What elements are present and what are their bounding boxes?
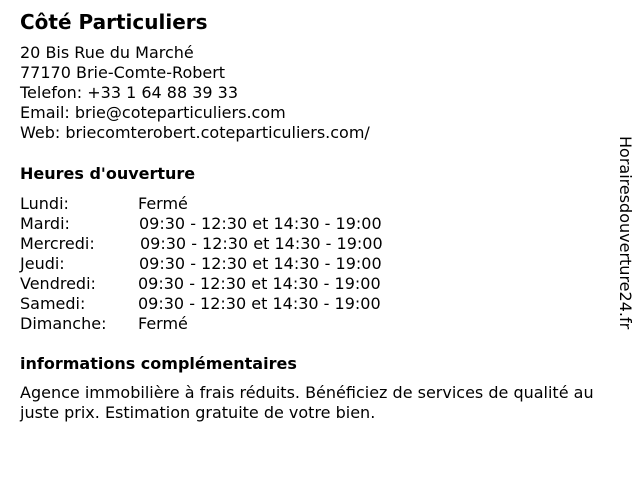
day-label: Samedi: bbox=[20, 294, 86, 313]
hours-row-mercredi bbox=[20, 234, 450, 254]
info-heading: informations complémentaires bbox=[20, 354, 297, 373]
hours-row-mardi bbox=[20, 214, 450, 234]
hours-row-dimanche bbox=[20, 314, 450, 334]
day-label: Jeudi: bbox=[20, 254, 65, 273]
day-label: Mardi: bbox=[20, 214, 70, 233]
time-value: 09:30 - 12:30 et 14:30 - 19:00 bbox=[138, 274, 381, 293]
day-label: Dimanche: bbox=[20, 314, 107, 333]
time-value: Fermé bbox=[138, 194, 188, 213]
email-address[interactable]: Email: brie@coteparticuliers.com bbox=[20, 103, 286, 122]
hours-row-jeudi bbox=[20, 254, 450, 274]
opening-hours-table bbox=[20, 194, 450, 334]
day-label: Lundi: bbox=[20, 194, 69, 213]
time-value: 09:30 - 12:30 et 14:30 - 19:00 bbox=[140, 234, 383, 253]
time-value: 09:30 - 12:30 et 14:30 - 19:00 bbox=[139, 254, 382, 273]
watermark bbox=[611, 136, 639, 346]
contact-block bbox=[20, 43, 370, 143]
time-value: 09:30 - 12:30 et 14:30 - 19:00 bbox=[139, 214, 382, 233]
hours-heading: Heures d'ouverture bbox=[20, 164, 196, 183]
time-value: 09:30 - 12:30 et 14:30 - 19:00 bbox=[138, 294, 381, 313]
website-link[interactable]: Web: briecomterobert.coteparticuliers.com/ bbox=[20, 123, 370, 142]
watermark-text: Horairesdouverture24.fr bbox=[616, 136, 635, 330]
hours-row-vendredi bbox=[20, 274, 450, 294]
day-label: Vendredi: bbox=[20, 274, 96, 293]
hours-row-lundi bbox=[20, 194, 450, 214]
day-label: Mercredi: bbox=[20, 234, 95, 253]
street-address: 20 Bis Rue du Marché bbox=[20, 43, 194, 62]
time-value: Fermé bbox=[138, 314, 188, 333]
info-text: Agence immobilière à frais réduits. Bénéficiez de services de qualité au juste prix. Estimation gratuite de votre bien. bbox=[20, 383, 594, 422]
city-address: 77170 Brie-Comte-Robert bbox=[20, 63, 226, 82]
phone-number[interactable]: Telefon: +33 1 64 88 39 33 bbox=[20, 83, 239, 102]
hours-row-samedi bbox=[20, 294, 450, 314]
business-name: Côté Particuliers bbox=[20, 10, 208, 34]
